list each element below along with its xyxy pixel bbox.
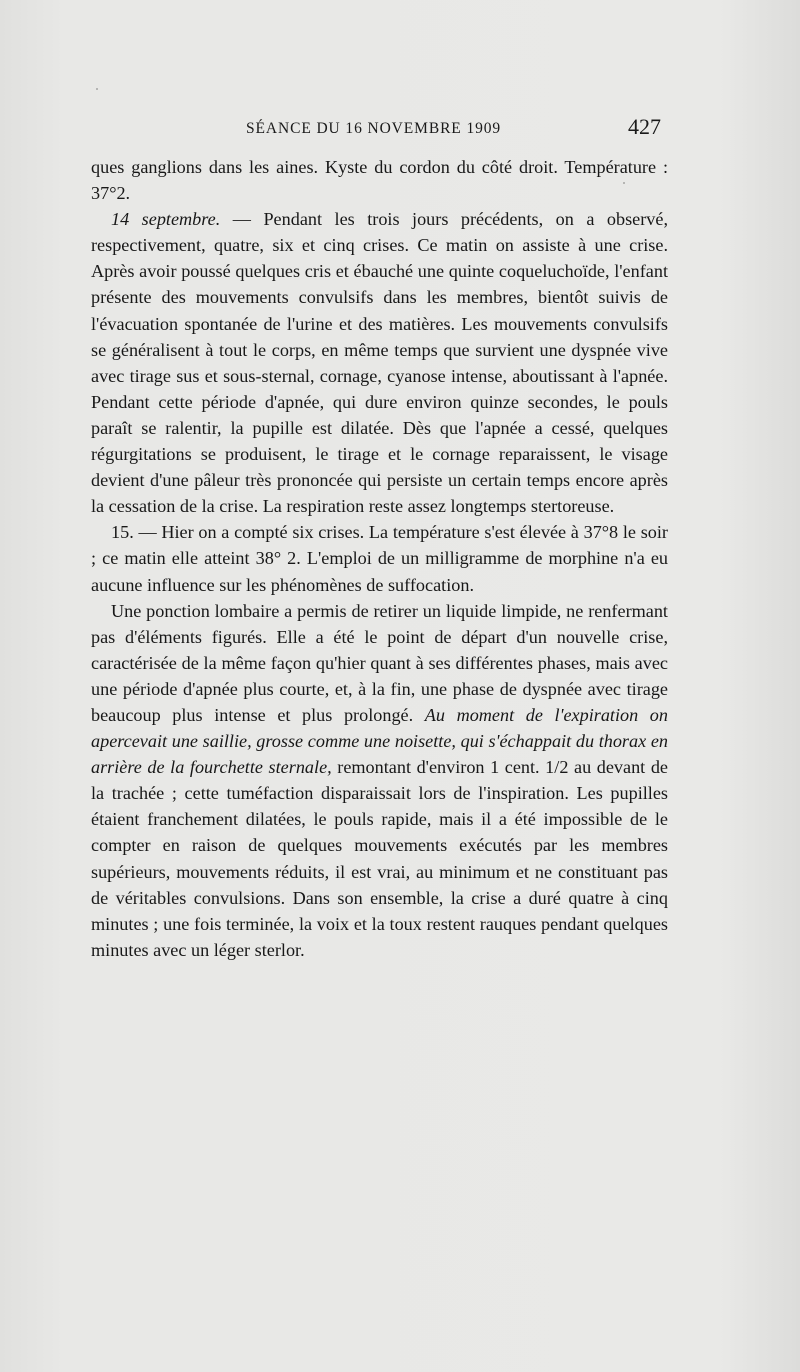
- body-text: [91, 154, 668, 963]
- paragraph-lumbar-puncture: [91, 598, 668, 963]
- italic-observation: Au moment de l'expiration on apercevait une saillie, grosse comme une noisette, qui s'échappait du thorax en arrière de la fourchette sternale,: [91, 704, 668, 778]
- date-lead: 14 septembre.: [111, 209, 221, 230]
- paragraph-text: — Hier on a compté six crises. La température s'est élevée à 37°8 le soir ; ce matin elle atteint 38° 2. L'emploi de un milligramme de morphine n'a eu aucune influence sur les phénomènes de suffocation.: [91, 522, 668, 595]
- paragraph-day-15: [91, 519, 668, 597]
- page-number: 427: [628, 114, 661, 139]
- paragraph-text: Une ponction lombaire a permis de retirer un liquide limpide, ne renfermant pas d'éléments figurés. Elle a été le point de départ d'un nouvelle crise, caractérisée de la même façon qu'hier quant à ses différentes phases, mais avec une période d'apnée plus courte, et, à la fin, une phase de dyspnée avec tirage beaucoup plus intense et plus prolongé.: [91, 600, 668, 725]
- paragraph-continuation: [91, 154, 668, 206]
- paragraph-sept-14: [91, 206, 668, 519]
- date-lead: 15.: [111, 522, 134, 543]
- paragraph-text: ques ganglions dans les aines. Kyste du cordon du côté droit. Température : 37°2.: [91, 157, 668, 204]
- paragraph-text: — Pendant les trois jours précédents, on a observé, respectivement, quatre, six et cinq crises. Ce matin on assiste à une crise. Après avoir poussé quelques cris et ébauché une quinte coqueluchoïde, l'enfant présente des mouvements convulsifs dans les membres, bientôt suivis de l'évacuation spontanée de l'urine et des matières. Les mouvements convulsifs se généralisent à tout le corps, en même temps que survient une dyspnée vive avec tirage sus et sous-sternal, cornage, cyanose intense, aboutissant à l'apnée. Pendant cette période d'apnée, qui dure environ quinze secondes, le pouls paraît se ralentir, la pupille est dilatée. Dès que l'apnée a cessé, quelques régurgitations se produisent, le tirage et le cornage reparaissent, le visage devient d'une pâleur très prononcée qui persiste un certain temps encore après la cessation de la crise. La respiration reste assez longtemps stertoreuse.: [91, 209, 668, 517]
- running-head: SÉANCE DU 16 NOVEMBRE 1909: [246, 120, 502, 137]
- page-header: [0, 114, 800, 144]
- paragraph-text: remontant d'environ 1 cent. 1/2 au devant de la trachée ; cette tuméfaction disparaissait lors de l'inspiration. Les pupilles étaient franchement dilatées, le pouls rapide, mais il a été impossible de le compter en raison de quelques mouvements exécutés par les membres supérieurs, mouvements réduits, il est vrai, au minimum et ne constituant pas de véritables convulsions. Dans son ensemble, la crise a duré quatre à cinq minutes ; une fois terminée, la voix et la toux restent rauques pendant quelques minutes avec un léger sterlor.: [91, 757, 668, 960]
- scan-speck: [96, 88, 98, 90]
